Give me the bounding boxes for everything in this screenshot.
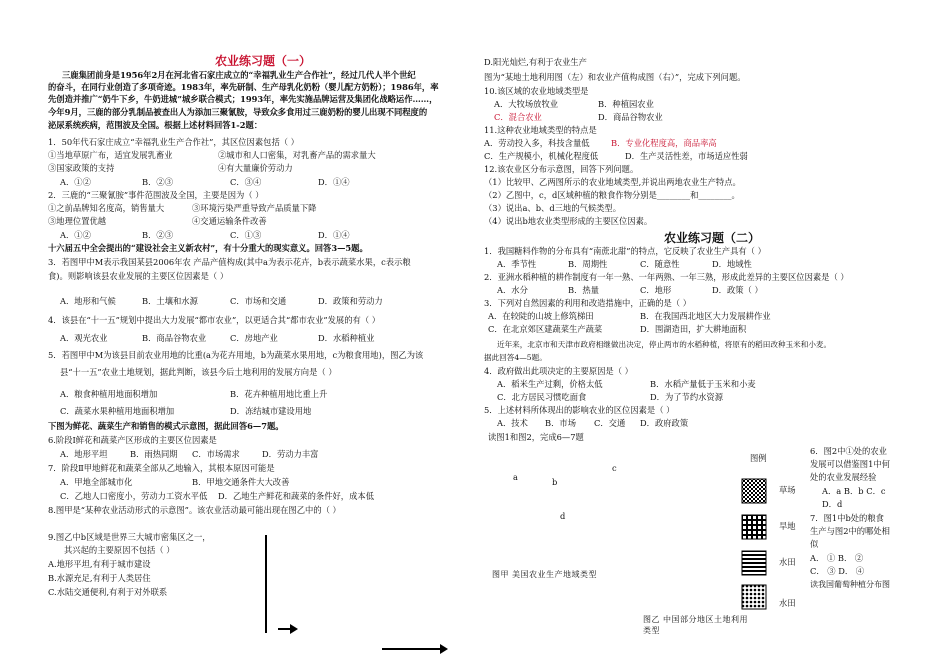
r3-option-a: A．在较陡的山坡上修筑梯田: [488, 311, 594, 321]
question-3-line-1: 3．若图甲中M表示我国某县2006年农 产品产值构成(其中a为表示花卉，b表示蔬菜水果，c表示粮: [48, 257, 411, 267]
r-question-5: 5．上述材料所体现出的影响农业的区位因素是（ ）: [484, 405, 675, 415]
q1-option-d: D．①④: [318, 177, 350, 187]
r2-option-b: B．热量: [568, 285, 599, 295]
q5-option-b: B．花卉种植用地比重上升: [230, 389, 328, 399]
q10-option-a: A．大牧场放牧业: [494, 99, 559, 109]
question-5-line-1: 5．若图甲中M为该县目前农业用地的比重(a为花卉用地，b为蔬菜水果用地，c为粮食用地)，图乙为该: [48, 350, 424, 360]
q11-option-c: C．生产规模小，机械化程度低: [484, 151, 599, 161]
q12-item-1: （1）比较甲、乙两图所示的农业地域类型,并说出两地农业生产特点。: [484, 177, 741, 187]
q2-option-d: D．①④: [318, 230, 350, 240]
r1-option-d: D．地域性: [712, 259, 752, 269]
question-10: 10.该区域的农业地域类型是: [484, 86, 589, 96]
r5-option-b: B．市场: [545, 418, 576, 428]
q11-option-d: D．生产灵活性差，市场适应性弱: [625, 151, 748, 161]
r2-option-c: C．地形: [640, 285, 672, 295]
arrow-right-icon-2: [382, 648, 442, 650]
r1-option-b: B．周期性: [568, 259, 608, 269]
q1-option-b: B．②③: [142, 177, 173, 187]
q11-option-b: B．专业化程度高，商品率高: [611, 138, 717, 148]
question-9-line-2: 其兴起的主要原因不包括（ ）: [64, 545, 175, 555]
r3-option-c: C．在北京郊区建蔬菜生产蔬菜: [488, 324, 603, 334]
q5-option-d: D．冻结城市建设用地: [230, 406, 312, 416]
section-3-intro: 下图为鲜花、蔬菜生产和销售的模式示意图，据此回答6—7题。: [48, 421, 284, 431]
q2-option-a: A．①②: [60, 230, 91, 240]
q1-item-4: ④有大量廉价劳动力: [218, 163, 293, 173]
question-6: 6.阶段Ⅰ鲜花和蔬菜产区形成的主要区位因素是: [48, 435, 217, 445]
worksheet-title-1: 农业练习题（一）: [215, 54, 312, 68]
legend-paddy-swatch-2: [741, 584, 767, 610]
q2-item-4: ④交通运输条件改善: [192, 216, 267, 226]
legend-label-dryland: 旱地: [779, 521, 796, 531]
q10-option-b: B．种植园农业: [598, 99, 654, 109]
q4-option-c: C．房地产业: [230, 333, 278, 343]
map-label-c: c: [612, 463, 617, 473]
q7-option-b: B．甲地交通条件大大改善: [192, 477, 290, 487]
q3-option-c: C．市场和交通: [230, 296, 287, 306]
legend-dryland-swatch: [741, 514, 767, 540]
q6r-line-1: 6．图2中①处的农业: [810, 446, 887, 456]
figure-note: 图为“某地土地利用图（左）和农业产值构成图（右）”，完成下列问题。: [484, 72, 746, 82]
r-note-2: 据此回答4—5题。: [484, 353, 547, 362]
r4-option-a: A．稻米生产过剩，价格太低: [497, 379, 603, 389]
map-label-b: b: [552, 477, 558, 487]
q6r-options: A．a B．b C．c: [822, 486, 886, 496]
r2-option-a: A．水分: [497, 285, 528, 295]
map-label-d: d: [560, 511, 566, 521]
q2-item-1: ①之前品牌知名度高，销售量大: [48, 203, 165, 213]
section-2-intro: 十六届五中全会提出的“建设社会主义新农村”，有十分重大的现实意义。回答3—5题。: [48, 243, 368, 253]
q9-option-a: A.地形平坦,有利于城市建设: [48, 559, 151, 569]
q4-option-b: B．商品谷物农业: [142, 333, 207, 343]
q1-item-1: ①当地草原广布，适宜发展乳畜业: [48, 150, 173, 160]
q9-option-b: B.水源充足,有利于人类居住: [48, 573, 151, 583]
q9-option-d: D.阳光灿烂,有利于农业生产: [484, 57, 587, 67]
q12-item-2: （2）乙图中，c，d区域种植的粮食作物分别是________和________。: [484, 190, 740, 200]
r3-option-d: D．围湖造田，扩大耕地面积: [640, 324, 747, 334]
q1-option-a: A．①②: [60, 177, 91, 187]
q7r-line-2: 生产与图2中的哪处相: [810, 526, 890, 536]
q7r-options-cd: C． ③ D． ④: [810, 566, 865, 576]
r4-option-c: C．北方居民习惯吃面食: [497, 392, 587, 402]
legend-label-paddy: 水田: [779, 557, 796, 567]
r-note: 近年来，北京市和天津市政府相继做出决定，停止两市的水稻种植，将原有的稻田改种玉米和小麦。: [497, 340, 832, 349]
r2-option-d: D．政策（ ）: [712, 285, 763, 295]
q4-option-a: A．观光农业: [60, 333, 108, 343]
q12-item-3: （3）说出a、b、d三地的气候类型。: [484, 203, 622, 213]
r3-option-b: B．在我国西北地区大力发展耕作业: [640, 311, 771, 321]
r-question-4: 4．政府做出此项决定的主要原因是（ ）: [484, 366, 633, 376]
arrow-right-icon: [278, 628, 292, 630]
q7r-options-ab: A． ① B． ②: [810, 553, 864, 563]
q7-option-d: D．乙地生产鲜花和蔬菜的条件好，成本低: [218, 491, 374, 501]
q5-option-c: C．蔬菜水果种植用地面积增加: [60, 406, 175, 416]
q7r-line-1: 7．图1中b处的粮食: [810, 513, 884, 523]
q6-option-b: B．雨热同期: [130, 449, 178, 459]
q2-option-c: C．①③: [230, 230, 262, 240]
question-9-line-1: 9.图乙中b区域是世界三大城市密集区之一，: [48, 532, 211, 542]
r4-option-d: D．为了节约水资源: [650, 392, 724, 402]
q2-item-2: ③环境污染严重导致产品质量下降: [192, 203, 317, 213]
intro-line-4: 今年9月，三鹿的部分乳制品被查出人为添加三聚氰胺，导致众多食用过三鹿奶粉的婴儿出现不同程度的: [48, 107, 428, 117]
r5-option-c: C．交通: [594, 418, 626, 428]
q9-option-c: C.水陆交通便利,有利于对外联系: [48, 587, 168, 597]
figure-2-caption-2: 类型: [643, 626, 660, 635]
r-figure-note: 读图1和图2，完成6—7题: [488, 432, 584, 442]
q7-option-a: A．甲地全部城市化: [60, 477, 133, 487]
question-1: 1．50年代石家庄成立“幸福乳业生产合作社”，其区位因素包括（ ）: [48, 137, 299, 147]
intro-line-2: 的奋斗，在同行业创造了多项奇迹。1983年，率先研制、生产母乳化奶粉（婴儿配方奶粉）；1986年，率: [48, 82, 439, 92]
map-label-a: a: [513, 472, 518, 482]
legend-paddy-swatch: [741, 550, 767, 576]
q7-option-c: C．乙地人口密度小，劳动力工资水平低: [60, 491, 208, 501]
q1-item-3: ③国家政策的支持: [48, 163, 115, 173]
q6r-option-d: D．d: [822, 499, 843, 509]
question-5-line-2: 县“十一五”农业土地规划，据此判断，该县今后土地利用的发展方向是（ ）: [60, 367, 337, 377]
q10-option-c: C．混合农业: [494, 112, 542, 122]
q12-item-4: （4）说出b地农业类型形成的主要区位因素。: [484, 216, 653, 226]
q6-option-c: C．市场需求: [192, 449, 240, 459]
r5-option-a: A．技术: [497, 418, 528, 428]
legend-pasture-swatch: [741, 478, 767, 504]
intro-line-1: 三鹿集团前身是1956年2月在河北省石家庄成立的“幸福乳业生产合作社”，经过几代人半个世纪: [62, 70, 416, 80]
q10-option-d: D．商品谷物农业: [598, 112, 663, 122]
q2-item-3: ③地理位置优越: [48, 216, 107, 226]
r1-option-a: A．季节性: [497, 259, 537, 269]
question-12: 12.该农业区分布示意图，回答下列问题。: [484, 164, 639, 174]
r-question-2: 2．亚洲水稻种植的耕作制度有一年一熟、一年两熟、一年三熟，形成此差异的主要区位因素是（ ）: [484, 272, 849, 282]
q1-item-2: ②城市和人口密集，对乳畜产品的需求量大: [218, 150, 376, 160]
question-2: 2．三鹿的“三聚氰胺”事件范围波及全国，主要是因为（ ）: [48, 190, 264, 200]
r5-option-d: D．政府政策: [640, 418, 689, 428]
r-question-1: 1．我国糖料作物的分布具有“南蔗北甜”的特点，它反映了农业生产具有（ ）: [484, 246, 766, 256]
question-11: 11.这种农业地域类型的特点是: [484, 125, 597, 135]
q3-option-b: B．土壤和水源: [142, 296, 198, 306]
intro-line-3: 先创造并推广“奶牛下乡，牛奶进城”城乡联合模式；1993年，率先实施品牌运营及集团化战略运作……，: [48, 94, 438, 104]
figure-2-caption: 图乙 中国部分地区土地利用: [643, 615, 749, 624]
q3-option-a: A．地形和气候: [60, 296, 116, 306]
q2-option-b: B．②③: [142, 230, 173, 240]
question-3-line-2: 食)。则影响该县农业发展的主要区位因素是（ ）: [48, 271, 229, 281]
figure-divider-line: [265, 535, 267, 633]
q7r-end-note: 读我国葡萄种植分布图: [810, 580, 890, 589]
q5-option-a: A．粮食种植用地面积增加: [60, 389, 158, 399]
q6r-line-3: 处的农业发展经验: [810, 472, 877, 482]
r4-option-b: B．水稻产量低于玉米和小麦: [650, 379, 756, 389]
q7r-line-3: 似: [810, 539, 819, 549]
question-4: 4．该县在“十一五”规划中提出大力发展“都市农业”，以更适合其“都市农业”发展的有（ ）: [48, 315, 381, 325]
intro-line-5: 泌尿系统疾病，范围波及全国。根据上述材料回答1-2题：: [48, 120, 263, 130]
q6r-line-2: 发展可以借鉴图1中何: [810, 459, 890, 469]
question-8: 8.图甲是“某种农业活动形式的示意图”。该农业活动最可能出现在图乙中的（ ）: [48, 505, 341, 515]
q6-option-d: D．劳动力丰富: [262, 449, 319, 459]
q1-option-c: C．③④: [230, 177, 262, 187]
q4-option-d: D．水稻种植业: [318, 333, 375, 343]
q3-option-d: D．政策和劳动力: [318, 296, 383, 306]
q11-option-a: A．劳动投入多，科技含量低: [484, 138, 590, 148]
r-question-3: 3．下列对自然因素的利用和改造措施中，正确的是（ ）: [484, 298, 692, 308]
worksheet-title-2: 农业练习题（二）: [664, 231, 761, 245]
r1-option-c: C．随意性: [640, 259, 680, 269]
legend-label-pasture: 草场: [779, 485, 796, 495]
q6-option-a: A．地形平坦: [60, 449, 108, 459]
legend-title: 图例: [750, 453, 767, 463]
figure-1-caption: 图甲 美国农业生产地域类型: [492, 570, 598, 579]
legend-label-paddy-2: 水田: [779, 598, 796, 608]
question-7: 7．阶段Ⅱ甲地鲜花和蔬菜全部从乙地输入，其根本原因可能是: [48, 463, 275, 473]
